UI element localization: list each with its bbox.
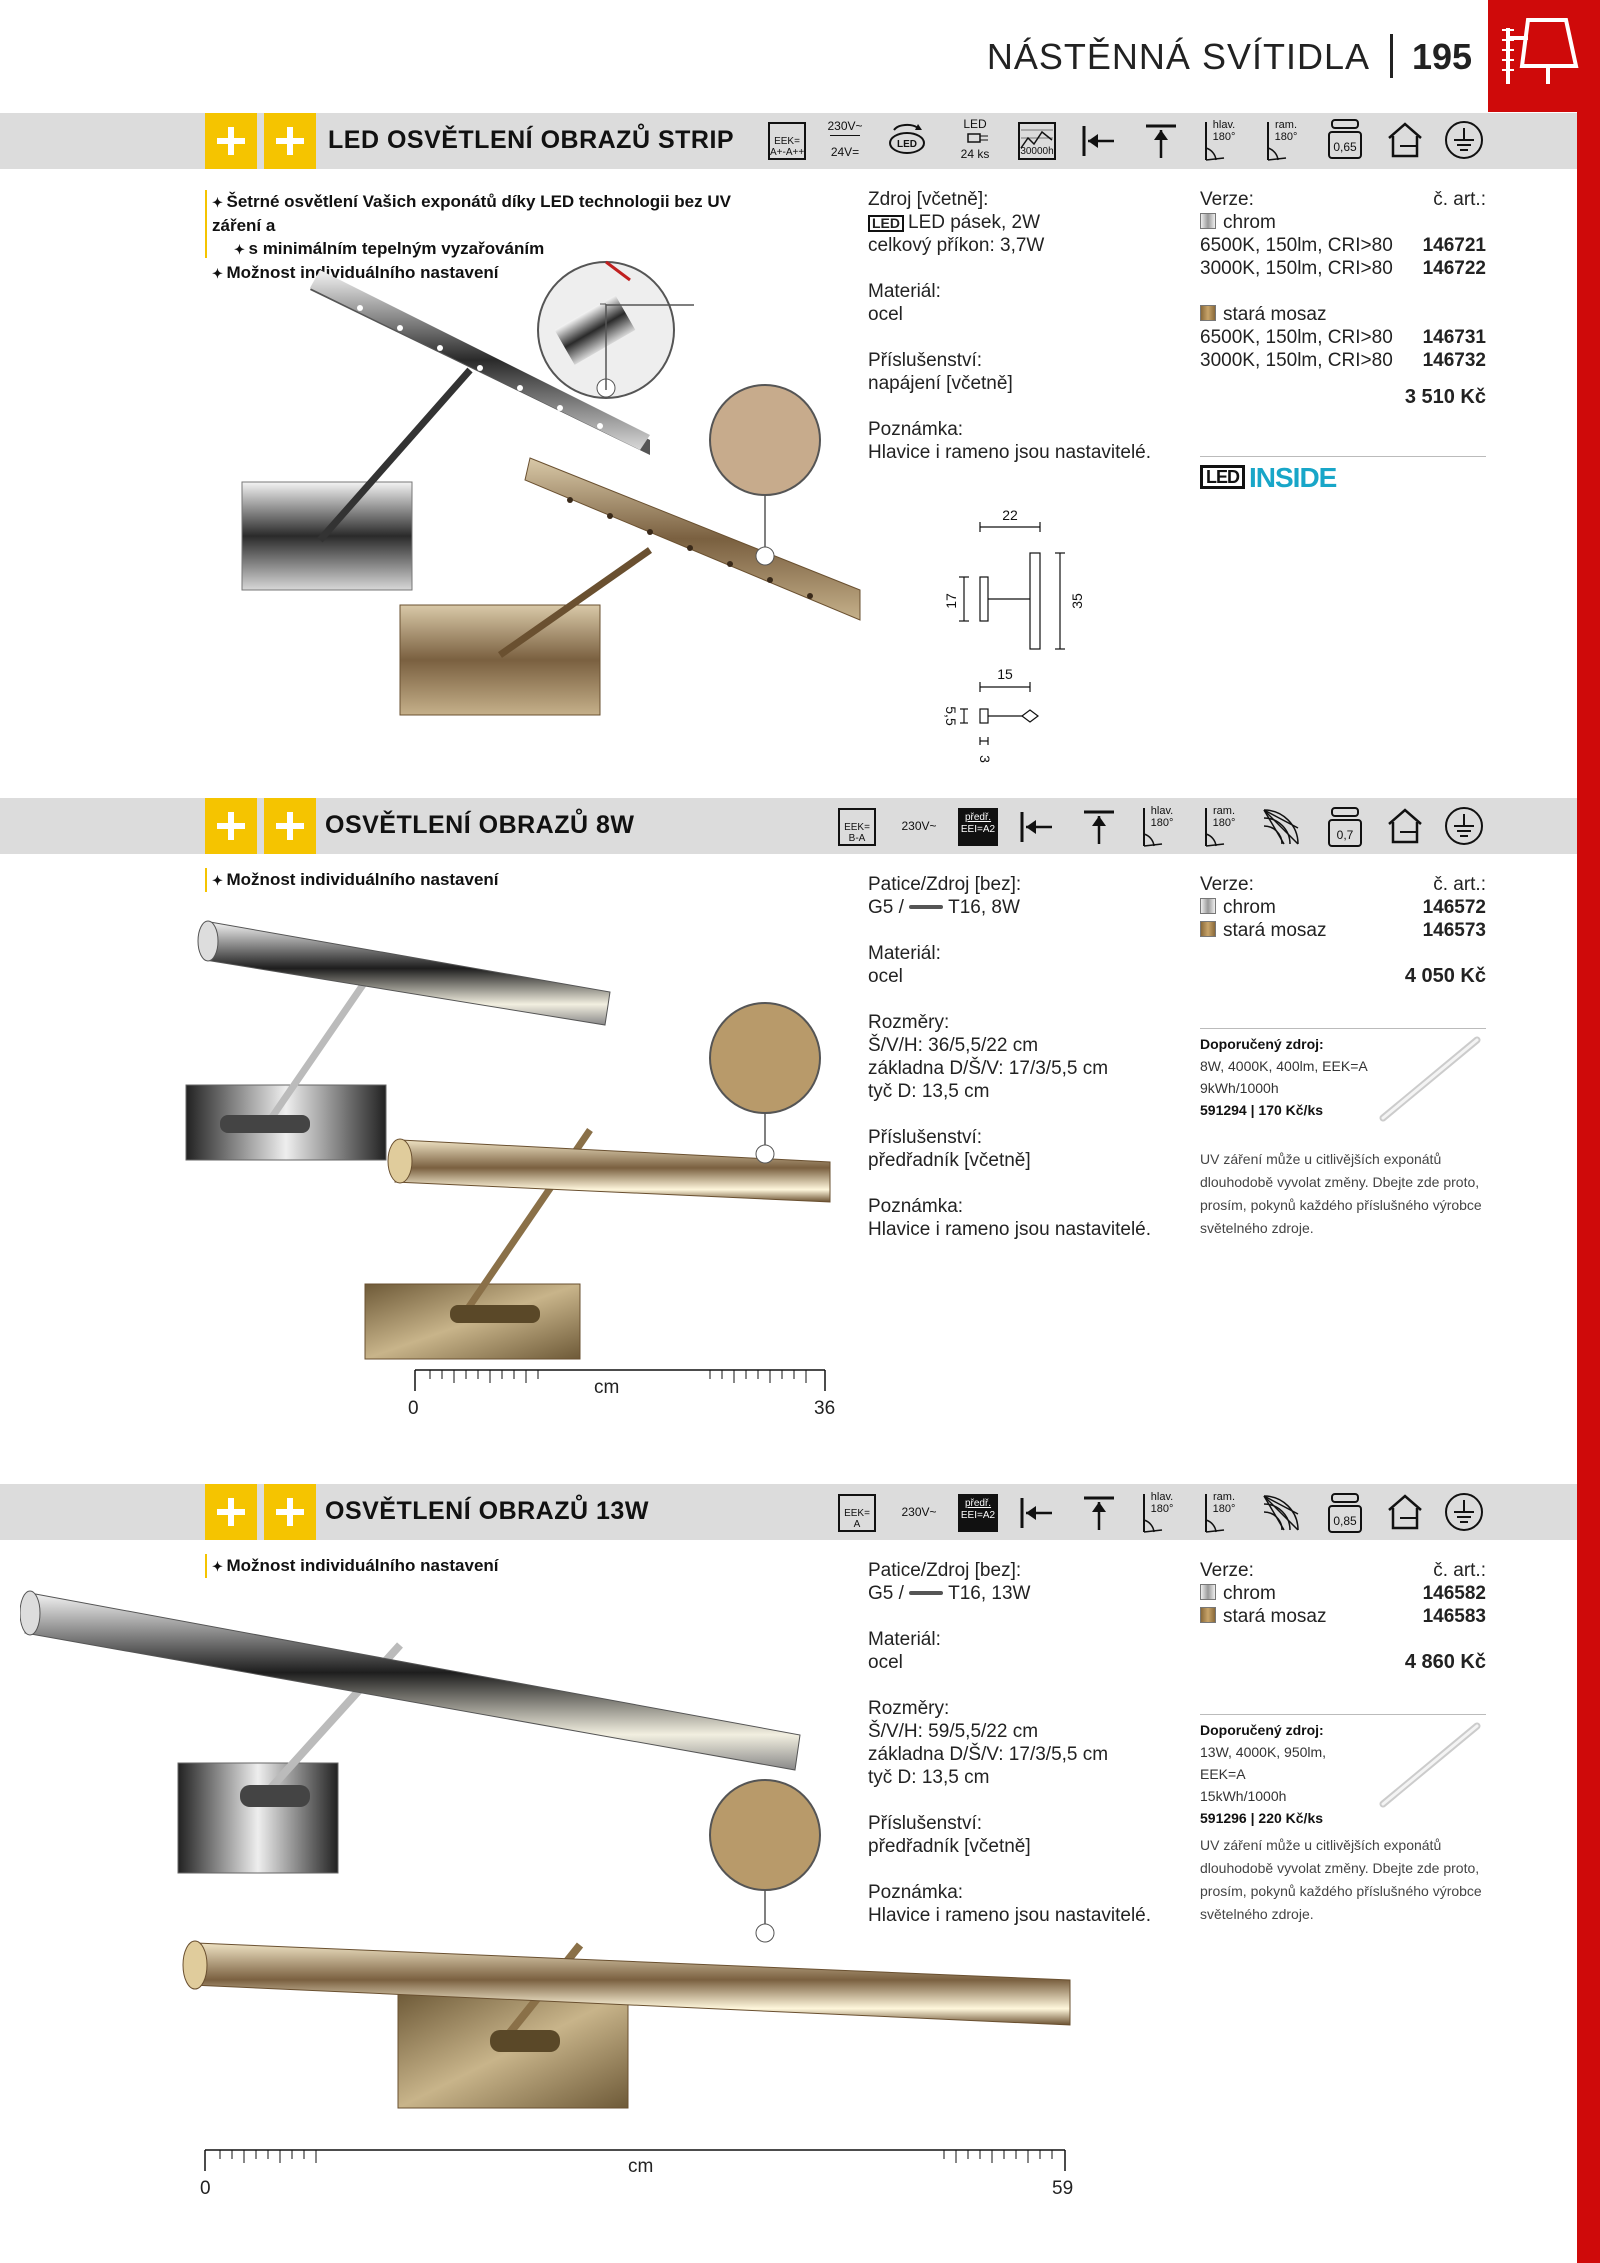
bullet-rule: [205, 868, 207, 892]
energy-class-icon: EEK= B-A: [838, 808, 876, 846]
material-value: ocel: [868, 966, 903, 987]
plus-badge-icon: [264, 798, 316, 854]
versions-8w: [1200, 873, 1486, 988]
wall-mount-icon: [1018, 808, 1056, 846]
head-rotation-icon: [1138, 1490, 1176, 1528]
svg-text:180°: 180°: [1274, 131, 1298, 143]
wall-mount-icon: [1080, 122, 1118, 160]
dim-15: 15: [997, 666, 1013, 682]
bullet-rule: [205, 190, 207, 258]
price: 4 860 Kč: [1404, 1651, 1486, 1673]
chrome-swatch-icon: [1200, 1584, 1216, 1600]
svg-text:hlav.: hlav.: [1212, 119, 1236, 131]
uv-warning: UV záření může u citlivějších exponátů dlouhodobě vyvolat změny. Dbejte zde proto, prosím, pokynů každého příslušného výrobce světelného zdroje.: [1200, 1151, 1482, 1236]
brass-swatch-icon: [1200, 921, 1216, 937]
power-consumption: celkový příkon: 3,7W: [868, 235, 1045, 256]
fluorescent-tube-image: [1375, 1034, 1485, 1124]
source-led: LED LED pásek, 2W: [868, 211, 1168, 234]
material-value: ocel: [868, 1652, 903, 1673]
svg-text:180°: 180°: [1212, 817, 1236, 829]
svg-text:180°: 180°: [1212, 131, 1236, 143]
note-label: Poznámka:: [868, 1196, 964, 1217]
versions-led-strip: [1200, 188, 1486, 409]
dim-3: 3: [977, 755, 993, 763]
accessory-label: Příslušenství:: [868, 350, 983, 371]
lifetime-hours-icon: 30000h: [1018, 122, 1056, 160]
article-number: 146732: [1422, 350, 1486, 371]
rec-label: Doporučený zdroj:: [1200, 1036, 1324, 1052]
svg-text:0,85: 0,85: [1333, 1514, 1357, 1528]
source-label: Zdroj [včetně]:: [868, 189, 989, 210]
note-value: Hlavice i rameno jsou nastavitelé.: [868, 1219, 1152, 1240]
rec-label: Doporučený zdroj:: [1200, 1722, 1324, 1738]
source-value: G5 / T16, 13W: [868, 1583, 1031, 1604]
article-number: 146582: [1422, 1583, 1486, 1604]
accessory-label: Příslušenství:: [868, 1127, 983, 1148]
beam-spread-icon: [1262, 1492, 1300, 1530]
svg-text:LED: LED: [897, 139, 917, 150]
weight-icon: [1326, 806, 1364, 844]
beam-spread-icon: [1262, 806, 1300, 844]
header-divider: [1390, 34, 1393, 78]
ruler-start: 0: [200, 2178, 211, 2199]
versions-label: Verze:: [1200, 1560, 1254, 1581]
divider: [1200, 1028, 1486, 1029]
rod-length: tyč D: 13,5 cm: [868, 1767, 990, 1788]
versions-13w: [1200, 1559, 1486, 1674]
arm-rotation-icon: [1262, 118, 1300, 156]
price: 4 050 Kč: [1404, 965, 1486, 987]
plus-badge-icon: [205, 798, 257, 854]
feature-item: ✦ Možnost individuálního nastavení: [212, 1554, 712, 1578]
feature-item: ✦ Šetrné osvětlení Vašich exponátů díky LED technologii bez UV záření a: [212, 190, 772, 237]
dim-5-5: 5,5: [943, 706, 959, 726]
svg-text:ram.: ram.: [1213, 805, 1235, 817]
finish-mosaz: stará mosaz: [1223, 304, 1327, 325]
note-label: Poznámka:: [868, 419, 964, 440]
accessory-value: předřadník [včetně]: [868, 1836, 1031, 1857]
head-rotation-icon: [1200, 118, 1238, 156]
finish-mosaz: stará mosaz: [1223, 920, 1327, 941]
ruler-end: 59: [1052, 2178, 1074, 2199]
plus-badge-icon: [205, 1484, 257, 1540]
recommended-source: [1200, 1719, 1370, 1829]
svg-text:180°: 180°: [1150, 1503, 1174, 1515]
article-number: 146721: [1422, 235, 1486, 256]
rod-length: tyč D: 13,5 cm: [868, 1081, 990, 1102]
note-label: Poznámka:: [868, 1882, 964, 1903]
voltage-icon: 230V~: [901, 1505, 937, 1519]
ceiling-mount-icon: [1080, 808, 1118, 846]
accessory-label: Příslušenství:: [868, 1813, 983, 1834]
ballast-icon: předř. EEI=A2: [958, 808, 998, 846]
spec-column-13w: [868, 1559, 1188, 1927]
rec-energy: 9kWh/1000h: [1200, 1080, 1279, 1096]
plus-badge-icon: [205, 113, 257, 169]
material-label: Materiál:: [868, 1629, 941, 1650]
brass-swatch-icon: [1200, 305, 1216, 321]
rec-energy: 15kWh/1000h: [1200, 1788, 1287, 1804]
callout-connector: [604, 300, 704, 400]
svg-text:hlav.: hlav.: [1150, 1491, 1174, 1503]
variant-spec: 3000K, 150lm, CRI>80: [1200, 350, 1393, 371]
dim-35: 35: [1069, 593, 1085, 609]
note-value: Hlavice i rameno jsou nastavitelé.: [868, 442, 1152, 463]
plus-badge-icon: [264, 1484, 316, 1540]
accessory-value: napájení [včetně]: [868, 373, 1013, 394]
ruler-unit: cm: [628, 2156, 654, 2177]
led-logo-icon: LED: [1200, 465, 1245, 489]
category-tab: [1488, 0, 1600, 112]
page-number: 195: [1412, 36, 1473, 77]
weight-icon: [1326, 1492, 1364, 1530]
plus-badge-icon: [264, 113, 316, 169]
ruler-end: 36: [814, 1398, 836, 1419]
divider: [1200, 456, 1486, 457]
rec-spec: 13W, 4000K, 950lm, EEK=A: [1200, 1744, 1327, 1782]
base-dimensions: základna D/Š/V: 17/3/5,5 cm: [868, 1744, 1109, 1765]
article-number: 146722: [1422, 258, 1486, 279]
material-label: Materiál:: [868, 943, 941, 964]
article-number: 146572: [1422, 897, 1486, 918]
indoor-use-icon: [1386, 120, 1424, 158]
accessory-value: předřadník [včetně]: [868, 1150, 1031, 1171]
recommended-source: [1200, 1033, 1370, 1121]
article-label: č. art.:: [1433, 874, 1486, 895]
page-title: NÁSTĚNNÁ SVÍTIDLA: [986, 36, 1370, 77]
fluorescent-tube-image: [1375, 1720, 1485, 1810]
section-title: OSVĚTLENÍ OBRAZŮ 13W: [325, 1497, 649, 1525]
variant-spec: 6500K, 150lm, CRI>80: [1200, 327, 1393, 348]
dimensions-value: Š/V/H: 59/5,5/22 cm: [868, 1721, 1039, 1742]
voltage-icon: 230V~: [901, 819, 937, 833]
dimensions-label: Rozměry:: [868, 1698, 950, 1719]
svg-text:0,65: 0,65: [1333, 140, 1357, 154]
article-number: 146573: [1422, 920, 1486, 941]
indoor-use-icon: [1386, 806, 1424, 844]
divider: [1200, 1714, 1486, 1715]
led-source-icon: [888, 120, 926, 158]
finish-mosaz: stará mosaz: [1223, 1606, 1327, 1627]
product-image-8w: [180, 900, 860, 1360]
arm-rotation-icon: [1200, 1490, 1238, 1528]
rec-spec: 8W, 4000K, 400lm, EEK=A: [1200, 1058, 1368, 1074]
dimensions-label: Rozměry:: [868, 1012, 950, 1033]
variant-spec: 3000K, 150lm, CRI>80: [1200, 258, 1393, 279]
dim-17: 17: [943, 593, 959, 609]
source-label: Patice/Zdroj [bez]:: [868, 1560, 1022, 1581]
rec-article: 591294 | 170 Kč/ks: [1200, 1102, 1324, 1118]
arm-rotation-icon: [1200, 804, 1238, 842]
protection-class-icon: [1444, 1492, 1482, 1530]
article-number: 146583: [1422, 1606, 1486, 1627]
led-logo-icon: LED: [868, 215, 904, 232]
article-label: č. art.:: [1433, 189, 1486, 210]
versions-label: Verze:: [1200, 874, 1254, 895]
protection-class-icon: [1444, 120, 1482, 158]
dimension-drawing: [930, 505, 1100, 775]
variant-spec: 6500K, 150lm, CRI>80: [1200, 235, 1393, 256]
spec-column-8w: [868, 873, 1188, 1241]
wall-lamp-icon: [1488, 0, 1600, 112]
voltage-icon: 230V~ 24V=: [827, 119, 863, 159]
versions-label: Verze:: [1200, 189, 1254, 210]
note-value: Hlavice i rameno jsou nastavitelé.: [868, 1905, 1152, 1926]
ceiling-mount-icon: [1080, 1494, 1118, 1532]
price: 3 510 Kč: [1404, 386, 1486, 408]
chrome-swatch-icon: [1200, 898, 1216, 914]
uv-warning: UV záření může u citlivějších exponátů dlouhodobě vyvolat změny. Dbejte zde proto, prosím, pokynů každého příslušného výrobce světelného zdroje.: [1200, 1837, 1482, 1922]
feature-item-cont: ✦ s minimálním tepelným vyzařováním: [212, 237, 772, 261]
dimensions-value: Š/V/H: 36/5,5/22 cm: [868, 1035, 1039, 1056]
size-ruler: [410, 1365, 830, 1395]
product-image-led-strip: [230, 250, 870, 750]
head-rotation-icon: [1138, 804, 1176, 842]
weight-icon: [1326, 118, 1364, 156]
led-inside-logo: LED INSIDE: [1200, 462, 1336, 494]
ruler-start: 0: [408, 1398, 419, 1419]
side-color-bar: [1577, 112, 1600, 2263]
svg-text:hlav.: hlav.: [1150, 805, 1174, 817]
feature-list: [212, 1554, 712, 1578]
svg-text:ram.: ram.: [1275, 119, 1297, 131]
section-title: LED OSVĚTLENÍ OBRAZŮ STRIP: [328, 126, 735, 154]
svg-text:0,7: 0,7: [1336, 828, 1354, 842]
source-label: Patice/Zdroj [bez]:: [868, 874, 1022, 895]
svg-text:ram.: ram.: [1213, 1491, 1235, 1503]
energy-class-icon: EEK= A: [838, 1494, 876, 1532]
feature-list: [212, 868, 712, 892]
base-dimensions: základna D/Š/V: 17/3/5,5 cm: [868, 1058, 1109, 1079]
section-title: OSVĚTLENÍ OBRAZŮ 8W: [325, 811, 635, 839]
spec-column-led-strip: [868, 188, 1168, 464]
ruler-unit: cm: [594, 1377, 620, 1398]
led-count-icon: LED 24 ks: [960, 117, 990, 161]
svg-text:180°: 180°: [1212, 1503, 1236, 1515]
source-value: G5 / T16, 8W: [868, 897, 1020, 918]
indoor-use-icon: [1386, 1492, 1424, 1530]
ceiling-mount-icon: [1142, 122, 1180, 160]
feature-item: ✦ Možnost individuálního nastavení: [212, 868, 712, 892]
article-number: 146731: [1422, 327, 1486, 348]
brass-swatch-icon: [1200, 1607, 1216, 1623]
article-label: č. art.:: [1433, 1560, 1486, 1581]
material-value: ocel: [868, 304, 903, 325]
finish-chrom: chrom: [1223, 212, 1276, 233]
chrome-swatch-icon: [1200, 213, 1216, 229]
ballast-icon: předř. EEI=A2: [958, 1494, 998, 1532]
finish-chrom: chrom: [1223, 897, 1276, 918]
energy-class-icon: EEK= A+-A++: [768, 122, 806, 160]
protection-class-icon: [1444, 806, 1482, 844]
tube-icon: [909, 905, 943, 909]
dim-22: 22: [1002, 507, 1018, 523]
material-label: Materiál:: [868, 281, 941, 302]
tube-icon: [909, 1591, 943, 1595]
bullet-rule: [205, 1554, 207, 1578]
rec-article: 591296 | 220 Kč/ks: [1200, 1810, 1324, 1826]
feature-item: ✦ Možnost individuálního nastavení: [212, 261, 772, 285]
svg-text:180°: 180°: [1150, 817, 1174, 829]
finish-chrom: chrom: [1223, 1583, 1276, 1604]
wall-mount-icon: [1018, 1494, 1056, 1532]
